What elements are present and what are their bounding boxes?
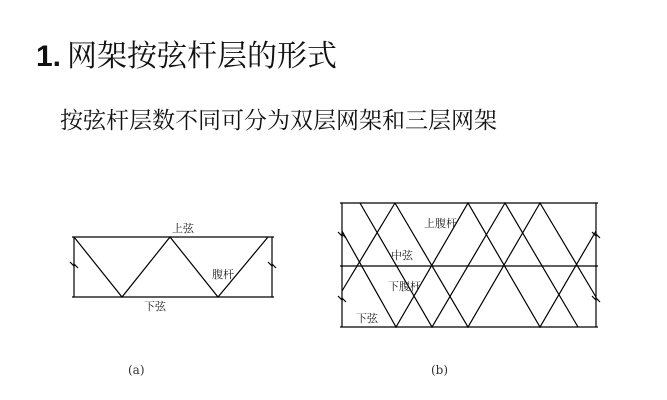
title-number: 1. — [36, 40, 62, 73]
subtitle: 按弦杆层数不同可分为双层网架和三层网架 — [60, 108, 497, 134]
web-members-line — [74, 237, 268, 297]
diagonal-set-1 — [360, 203, 578, 327]
label-web-member: 腹杆 — [212, 268, 234, 281]
label-lower-web: 下腹杆 — [388, 280, 421, 293]
caption-b: (b) — [431, 363, 449, 377]
label-middle-chord: 中弦 — [391, 249, 413, 262]
title-text: 网架按弦杆层的形式 — [67, 39, 338, 74]
label-top-chord: 上弦 — [172, 222, 194, 235]
label-bottom-chord-b: 下弦 — [356, 312, 378, 325]
label-bottom-chord: 下弦 — [144, 300, 166, 313]
diagram-a — [70, 237, 276, 297]
caption-a: (a) — [128, 363, 145, 377]
label-upper-web: 上腹杆 — [424, 217, 457, 230]
diagram-b — [338, 203, 600, 327]
